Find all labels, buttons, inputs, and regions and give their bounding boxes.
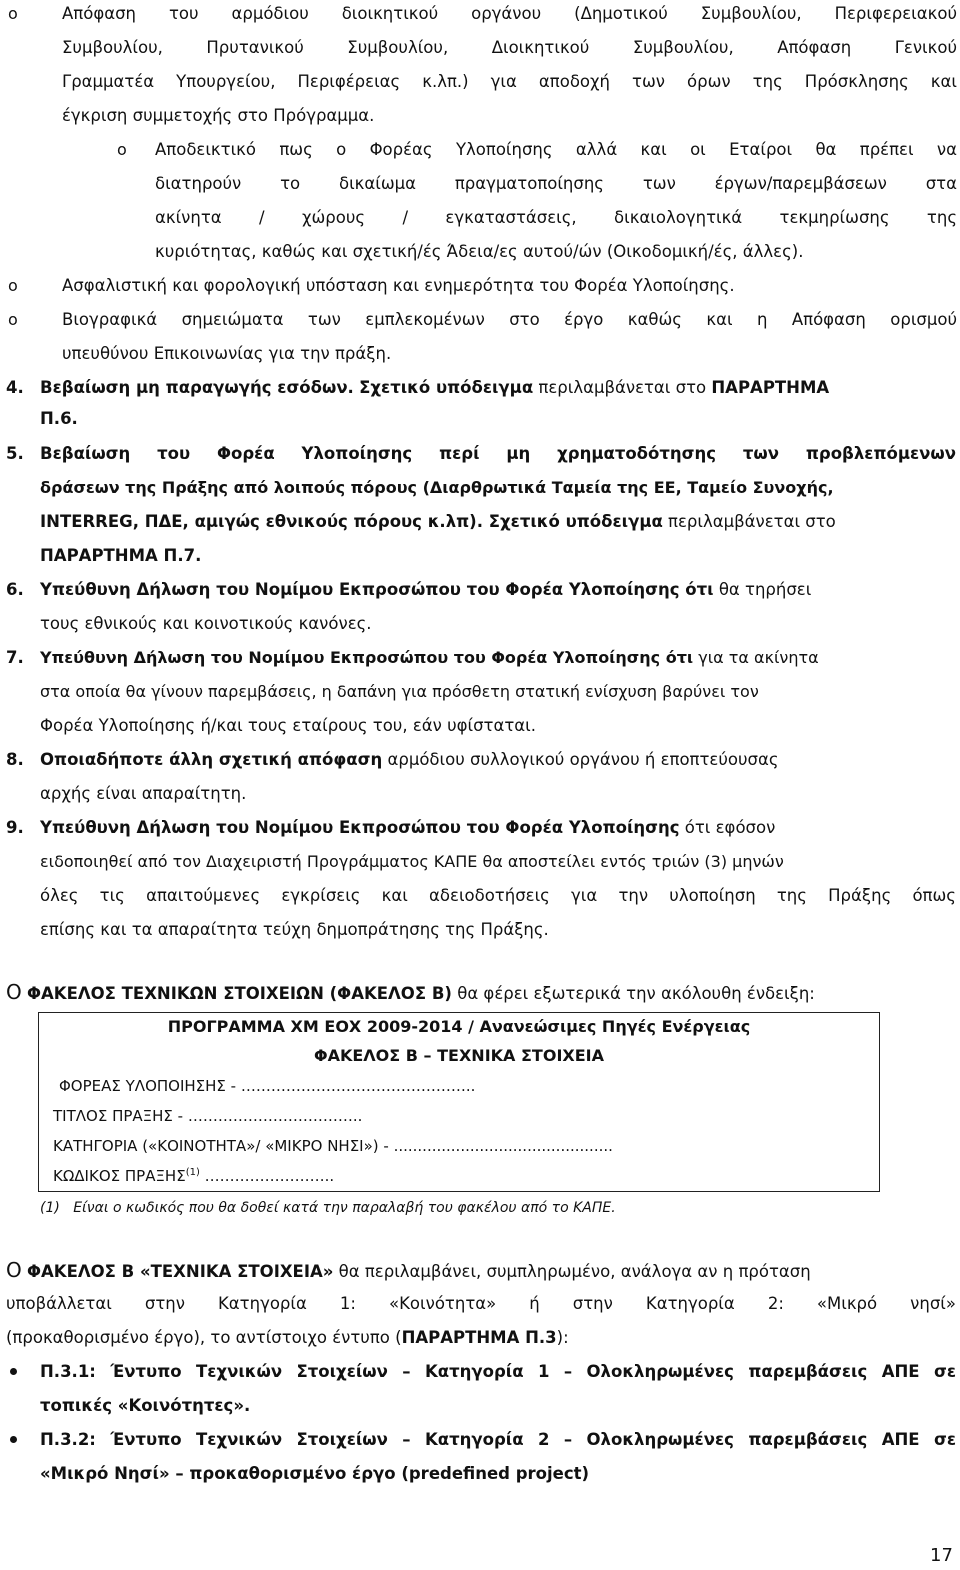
item-5-bold: INTERREG, ΠΔΕ, αμιγώς εθνικούς πόρους κ.λπ). Σχετικό υπόδειγμα (40, 512, 663, 531)
bullet-dot (10, 1368, 17, 1375)
item-number-4: 4. (6, 378, 24, 397)
label-project-title: ΤΙΤΛΟΣ ΠΡΑΞΗΣ - …………………………….. (53, 1107, 363, 1125)
list-item-1-line-4: έγκριση συμμετοχής στο Πρόγραμμα. (62, 106, 375, 125)
item-5-line-2: δράσεων της Πράξης από λοιπούς πόρους (Διαρθρωτικά Ταμεία της ΕΕ, Ταμείο Συνοχής, (40, 478, 834, 497)
bullet-o: o (117, 140, 127, 159)
section-b-heading-bold: ΦΑΚΕΛΟΣ ΤΕΧΝΙΚΩΝ ΣΤΟΙΧΕΙΩΝ (ΦΑΚΕΛΟΣ Β) (27, 984, 452, 1003)
section-c-heading-rest: θα περιλαμβάνει, συμπληρωμένο, ανάλογα αν η πρόταση (338, 1262, 811, 1281)
section-b-marker: O (6, 980, 22, 1004)
list-item-1-line-1: Απόφαση του αρμόδιου διοικητικού οργάνου (Δημοτικού Συμβουλίου, Περιφερειακού (62, 4, 957, 23)
label-envelope-title: ΦΑΚΕΛΟΣ Β – ΤΕΧΝΙΚΑ ΣΤΟΙΧΕΙΑ (313, 1046, 604, 1065)
item-8-line-1 (40, 750, 779, 770)
section-b-heading-rest: θα φέρει εξωτερικά την ακόλουθη ένδειξη: (457, 984, 815, 1003)
item-6-rest: θα τηρήσει (718, 580, 812, 599)
item-7-bold: Υπεύθυνη Δήλωση του Νομίμου Εκπροσώπου του Φορέα Υλοποίησης ότι (40, 648, 694, 667)
item-5-line-4: ΠΑΡΑΡΤΗΜΑ Π.7. (40, 546, 202, 565)
bullet-1-line-1: Π.3.1: Έντυπο Τεχνικών Στοιχείων – Κατηγορία 1 – Ολοκληρωμένες παρεμβάσεις ΑΠΕ σε (40, 1362, 956, 1381)
item-7-line-3: Φορέα Υλοποίησης ή/και τους εταίρους του, εάν υφίσταται. (40, 716, 536, 735)
list-item-3-line-2: υπευθύνου Επικοινωνίας για την πράξη. (62, 344, 392, 363)
section-b-heading (6, 982, 815, 1004)
item-number-7: 7. (6, 648, 24, 667)
section-c-line-3-a: (προκαθορισμένο έργο), το αντίστοιχο έντυπο ( (6, 1328, 402, 1347)
item-8-bold: Οποιαδήποτε άλλη σχετική απόφαση (40, 750, 383, 769)
item-5-rest: περιλαμβάνεται στο (668, 512, 836, 531)
bullet-o: o (8, 4, 18, 23)
item-number-9: 9. (6, 818, 24, 837)
label-project-code (53, 1166, 334, 1186)
item-6-line-2: τους εθνικούς και κοινοτικούς κανόνες. (40, 614, 372, 633)
item-8-rest: αρμόδιου συλλογικού οργάνου ή εποπτεύουσας (387, 750, 779, 769)
item-5-line-1: Βεβαίωση του Φορέα Υλοποίησης περί μη χρηματοδότησης των προβλεπόμενων (40, 444, 956, 463)
envelope-label-box (38, 1012, 880, 1192)
item-4-annex: ΠΑΡΑΡΤΗΜΑ (711, 378, 830, 397)
sub-item-line-2: διατηρούν το δικαίωμα πραγματοποίησης των έργων/παρεμβάσεων στα (155, 174, 957, 193)
item-number-8: 8. (6, 750, 24, 769)
item-6-bold: Υπεύθυνη Δήλωση του Νομίμου Εκπροσώπου του Φορέα Υλοποίησης ότι (40, 580, 714, 599)
item-4-line-2: Π.6. (40, 409, 78, 428)
label-footnote-ref: (1) (185, 1167, 200, 1178)
item-9-rest: ότι εφόσον (684, 818, 776, 837)
bullet-1-line-2: τοπικές «Κοινότητες». (40, 1396, 251, 1415)
item-9-line-2: ειδοποιηθεί από τον Διαχειριστή Προγράμματος ΚΑΠΕ θα αποστείλει εντός τριών (3) μηνών (40, 852, 784, 871)
footnote-text: Είναι ο κωδικός που θα δοθεί κατά την παραλαβή του φακέλου από το ΚΑΠΕ. (73, 1200, 616, 1216)
section-c-heading (6, 1260, 811, 1282)
label-project-code-dots: …………………….. (204, 1167, 335, 1185)
label-category: ΚΑΤΗΓΟΡΙΑ («ΚΟΙΝΟΤΗΤΑ»/ «ΜΙΚΡΟ ΝΗΣΙ») - .............................................. (53, 1137, 613, 1155)
item-5-line-3 (40, 512, 836, 532)
item-4-line-1 (40, 378, 829, 398)
item-7-line-1 (40, 648, 819, 668)
bullet-dot (10, 1436, 17, 1443)
item-4-bold-2: Σχετικό υπόδειγμα (359, 378, 534, 397)
label-project-code-text: ΚΩΔΙΚΟΣ ΠΡΑΞΗΣ (53, 1167, 186, 1185)
item-4-rest: περιλαμβάνεται στο (538, 378, 707, 397)
section-c-line-3 (6, 1328, 569, 1348)
bullet-2-line-1: Π.3.2: Έντυπο Τεχνικών Στοιχείων – Κατηγορία 2 – Ολοκληρωμένες παρεμβάσεις ΑΠΕ σε (40, 1430, 956, 1449)
bullet-o: o (8, 276, 18, 295)
footnote (40, 1198, 616, 1218)
item-6-line-1 (40, 580, 811, 600)
item-9-line-4: επίσης και τα απαραίτητα τεύχη δημοπράτησης της Πράξης. (40, 920, 549, 939)
bullet-o: o (8, 310, 18, 329)
item-9-line-3: όλες τις απαιτούμενες εγκρίσεις και αδειοδοτήσεις για την υλοποίηση της Πράξης όπως (40, 886, 956, 905)
sub-item-line-4: κυριότητας, καθώς και σχετική/ές Άδεια/ες αυτού/ών (Οικοδομική/ές, άλλες). (155, 242, 804, 261)
sub-item-line-1: Αποδεικτικό πως ο Φορέας Υλοποίησης αλλά και οι Εταίροι θα πρέπει να (155, 140, 957, 159)
bullet-2-line-2: «Μικρό Νησί» – προκαθορισμένο έργο (predefined project) (40, 1464, 590, 1483)
section-c-annex: ΠΑΡΑΡΤΗΜΑ Π.3 (401, 1328, 557, 1347)
item-8-line-2: αρχής είναι απαραίτητη. (40, 784, 247, 803)
list-item-1-line-2: Συμβουλίου, Πρυτανικού Συμβουλίου, Διοικητικού Συμβουλίου, Απόφαση Γενικού (62, 38, 957, 57)
section-c-line-3-b: ): (556, 1328, 569, 1347)
item-9-bold: Υπεύθυνη Δήλωση του Νομίμου Εκπροσώπου του Φορέα Υλοποίησης (40, 818, 680, 837)
sub-item-line-3: ακίνητα / χώρους / εγκαταστάσεις, δικαιολογητικά τεκμηρίωσης της (155, 208, 957, 227)
list-item-3-line-1: Βιογραφικά σημειώματα των εμπλεκομένων στο έργο καθώς και η Απόφαση ορισμού (62, 310, 957, 329)
section-c-heading-bold: ΦΑΚΕΛΟΣ Β «ΤΕΧΝΙΚΑ ΣΤΟΙΧΕΙΑ» (27, 1262, 334, 1281)
label-implementing-body: ΦΟΡΕΑΣ ΥΛΟΠΟΙΗΣΗΣ - ……………………………………….. (59, 1077, 476, 1095)
item-number-6: 6. (6, 580, 24, 599)
item-4-bold: Βεβαίωση μη παραγωγής εσόδων. (40, 378, 354, 397)
item-number-5: 5. (6, 444, 24, 463)
item-7-line-2: στα οποία θα γίνουν παρεμβάσεις, η δαπάνη για πρόσθετη στατική ενίσχυση βαρύνει τον (40, 682, 759, 701)
item-9-line-1 (40, 818, 775, 838)
list-item-1-line-3: Γραμματέα Υπουργείου, Περιφέρειας κ.λπ.) για αποδοχή των όρων της Πρόσκλησης και (62, 72, 957, 91)
page-number: 17 (930, 1545, 953, 1566)
section-c-marker: O (6, 1258, 22, 1282)
list-item-2: Ασφαλιστική και φορολογική υπόσταση και ενημερότητα του Φορέα Υλοποίησης. (62, 276, 735, 295)
section-c-line-2: υποβάλλεται στην Κατηγορία 1: «Κοινότητα» ή στην Κατηγορία 2: «Μικρό νησί» (6, 1294, 956, 1313)
item-7-rest: για τα ακίνητα (698, 648, 819, 667)
label-program-title: ΠΡΟΓΡΑΜΜΑ ΧΜ ΕΟΧ 2009-2014 / Ανανεώσιμες Πηγές Ενέργειας (167, 1017, 751, 1036)
footnote-mark: (1) (40, 1200, 60, 1216)
